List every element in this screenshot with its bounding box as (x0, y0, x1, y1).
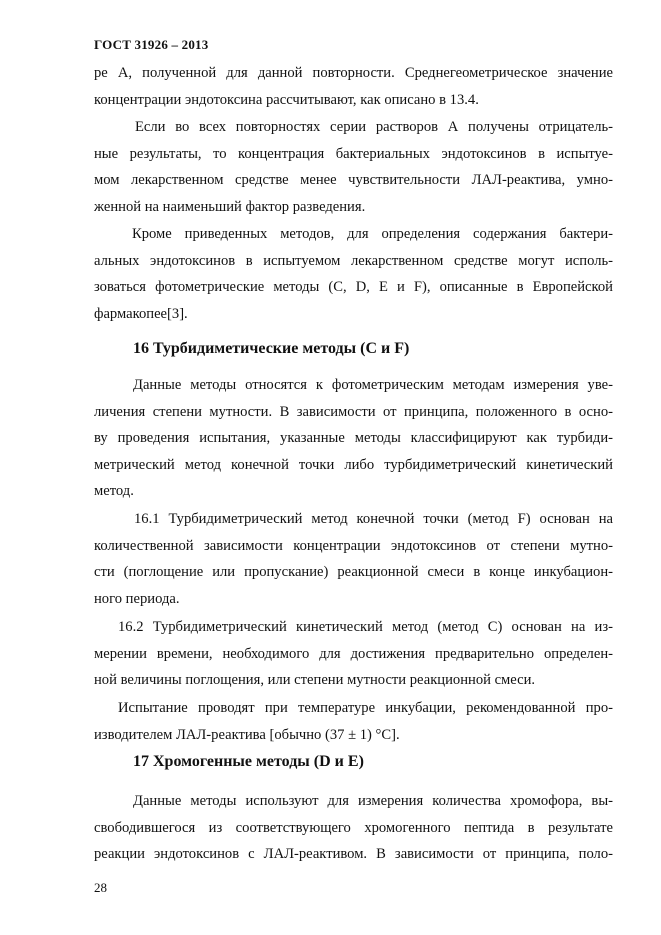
text-line: свободившегося из соответствующего хромогенного пептида в результате (94, 819, 613, 836)
paragraph-turbidimetric-intro (94, 372, 613, 505)
text-line: Испытание проводят при температуре инкубации, рекомендованной про- (118, 700, 613, 716)
text-line: женной на наименьший фактор разведения. (94, 198, 366, 215)
text-line: зоваться фотометрические методы (С, D, Е и F), описанные в Европейской (94, 279, 613, 296)
text-line: Кроме приведенных методов, для определения содержания бактери- (132, 226, 613, 242)
text-line: альных эндотоксинов в испытуемом лекарственном средстве могут исполь- (94, 252, 613, 269)
text-line: метрический метод конечной точки либо турбидиметрический кинетический (94, 456, 613, 473)
text-line: фармакопее[3]. (94, 305, 188, 322)
text-line: личения степени мутности. В зависимости от принципа, положенного в осно- (94, 403, 613, 420)
text-line: Данные методы относятся к фотометрическим методам измерения уве- (133, 377, 613, 393)
text-line: мерении времени, необходимого для достижения предварительно определен- (94, 645, 613, 662)
paragraph-continuation (94, 60, 613, 113)
text-line: 16.1 Турбидиметрический метод конечной точки (метод F) основан на (134, 511, 613, 527)
text-line: ной величины поглощения, или степени мутности реакционной смеси. (94, 672, 536, 689)
text-line: мом лекарственном средстве менее чувствительности ЛАЛ-реактива, умно- (94, 172, 613, 189)
section-heading-17: 17 Хромогенные методы (D и Е) (133, 753, 364, 770)
text-line: ные результаты, то концентрация бактериальных эндотоксинов в испытуе- (94, 145, 613, 162)
paragraph-chromogenic-intro (94, 788, 613, 868)
paragraph-incubation (94, 695, 613, 748)
section-heading-16: 16 Турбидиметические методы (С и F) (133, 340, 410, 357)
text-line: ре А, полученной для данной повторности. Среднегеометрическое значение (94, 65, 613, 81)
paragraph-16-1 (94, 506, 613, 612)
text-line: 16.2 Турбидиметрический кинетический метод (метод С) основан на из- (118, 619, 613, 635)
page-number: 28 (94, 880, 107, 895)
text-line: концентрации эндотоксина рассчитывают, как описано в 13.4. (94, 91, 479, 108)
text-line: метод. (94, 483, 134, 500)
text-line: реакции эндотоксинов с ЛАЛ-реактивом. В зависимости от принципа, поло- (94, 846, 613, 863)
text-line: ного периода. (94, 590, 180, 607)
text-line: изводителем ЛАЛ-реактива [обычно (37 ± 1) °С]. (94, 726, 400, 743)
text-line: Если во всех повторностях серии растворов А получены отрицатель- (135, 119, 613, 135)
text-line: количественной зависимости концентрации эндотоксинов от степени мутно- (94, 537, 613, 554)
text-line: Данные методы используют для измерения количества хромофора, вы- (133, 793, 613, 809)
text-line: сти (поглощение или пропускание) реакционной смеси в конце инкубацион- (94, 564, 613, 581)
paragraph-negative-results (94, 114, 613, 220)
document-header: ГОСТ 31926 – 2013 (94, 37, 209, 52)
paragraph-photometric-methods (94, 221, 613, 327)
paragraph-16-2 (94, 614, 613, 694)
text-line: ву проведения испытания, указанные методы классифицируют как турбиди- (94, 430, 613, 447)
